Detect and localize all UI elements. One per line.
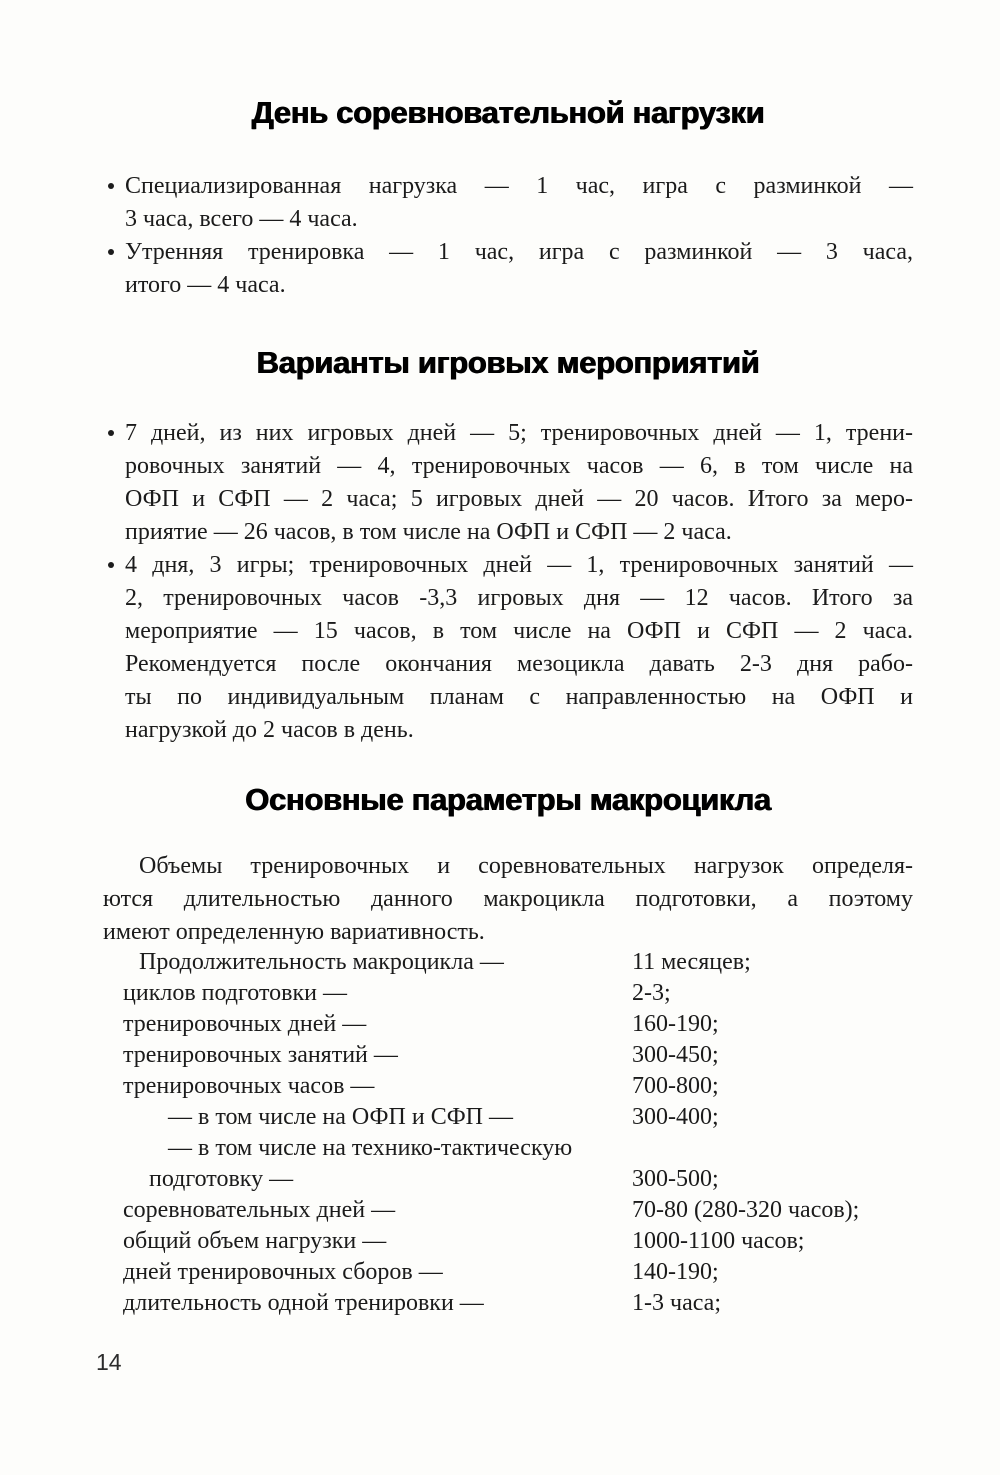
bullet-list-competition-day [103,170,913,302]
parameter-row [103,1102,983,1133]
bullet-icon [108,562,114,568]
parameter-value: 1000-1100 часов; [632,1228,805,1254]
heading-game-event-variants: Варианты игровых мероприятий [256,345,760,380]
text-line: Рекомендуется после окончания мезоцикла давать 2-3 дня рабо- [125,651,913,677]
text-line: Утренняя тренировка — 1 час, игра с разминкой — 3 часа, [125,239,913,265]
parameter-value: 700-800; [632,1073,719,1099]
parameter-value: 11 месяцев; [632,949,751,975]
text-line: имеют определенную вариативность. [103,919,485,945]
heading-competition-load-day: День соревновательной нагрузки [251,95,765,130]
parameter-value: 300-500; [632,1166,719,1192]
parameter-label: тренировочных часов — [123,1073,375,1099]
parameter-label: — в том числе на технико-тактическую [168,1135,573,1161]
text-line: мероприятие — 15 часов, в том числе на ОФП и СФП — 2 часа. [125,618,913,644]
text-line: 4 дня, 3 игры; тренировочных дней — 1, тренировочных занятий — [125,552,913,578]
text-line: Специализированная нагрузка — 1 час, игра с разминкой — [125,173,913,199]
text-line: нагрузкой до 2 часов в день. [125,717,414,743]
parameter-value: 140-190; [632,1259,719,1285]
parameter-row [103,1009,983,1040]
parameter-label: подготовку — [149,1166,294,1192]
parameter-row [103,1288,983,1319]
intro-paragraph [103,850,913,949]
parameter-label: дней тренировочных сборов — [123,1259,443,1285]
parameter-label: соревновательных дней — [123,1197,396,1223]
parameter-value: 70-80 (280-320 часов); [632,1197,860,1223]
text-line: 7 дней, из них игровых дней — 5; тренировочных дней — 1, трени- [125,420,913,446]
parameter-value: 300-400; [632,1104,719,1130]
parameter-row [103,1071,983,1102]
text-line: ОФП и СФП — 2 часа; 5 игровых дней — 20 часов. Итого за меро- [125,486,913,512]
text-line: ются длительностью данного макроцикла подготовки, а поэтому [103,886,913,912]
parameter-label: циклов подготовки — [123,980,347,1006]
parameter-value: 1-3 часа; [632,1290,721,1316]
parameter-label: общий объем нагрузки — [123,1228,387,1254]
parameter-row [103,1226,983,1257]
list-item [103,549,913,747]
parameter-row [103,1133,983,1164]
bullet-icon [108,249,114,255]
list-item [103,417,913,549]
parameter-table [103,947,983,1319]
parameter-label: тренировочных занятий — [123,1042,398,1068]
parameter-row [103,1257,983,1288]
text-line: 2, тренировочных часов -3,3 игровых дня — 12 часов. Итого за [125,585,913,611]
text-line: Объемы тренировочных и соревновательных нагрузок определя- [139,853,913,879]
parameter-label: тренировочных дней — [123,1011,367,1037]
bullet-icon [108,430,114,436]
list-item [103,236,913,302]
text-line: ровочных занятий — 4, тренировочных часов — 6, в том числе на [125,453,913,479]
text-line: итого — 4 часа. [125,272,286,298]
parameter-row [103,978,983,1009]
parameter-row [103,1195,983,1226]
heading-macrocycle-parameters: Основные параметры макроцикла [245,782,771,817]
parameter-label: — в том числе на ОФП и СФП — [168,1104,513,1130]
text-line: 3 часа, всего — 4 часа. [125,206,358,232]
parameter-value: 2-3; [632,980,671,1006]
page-number: 14 [96,1349,122,1375]
parameter-label: Продолжительность макроцикла — [139,949,504,975]
text-line: ты по индивидуальным планам с направленностью на ОФП и [125,684,913,710]
text-line: приятие — 26 часов, в том числе на ОФП и СФП — 2 часа. [125,519,732,545]
parameter-row [103,1040,983,1071]
parameter-value: 160-190; [632,1011,719,1037]
list-item [103,170,913,236]
parameter-value: 300-450; [632,1042,719,1068]
parameter-row [103,1164,983,1195]
parameter-row [103,947,983,978]
bullet-icon [108,183,114,189]
parameter-label: длительность одной тренировки — [123,1290,484,1316]
bullet-list-game-events [103,417,913,747]
